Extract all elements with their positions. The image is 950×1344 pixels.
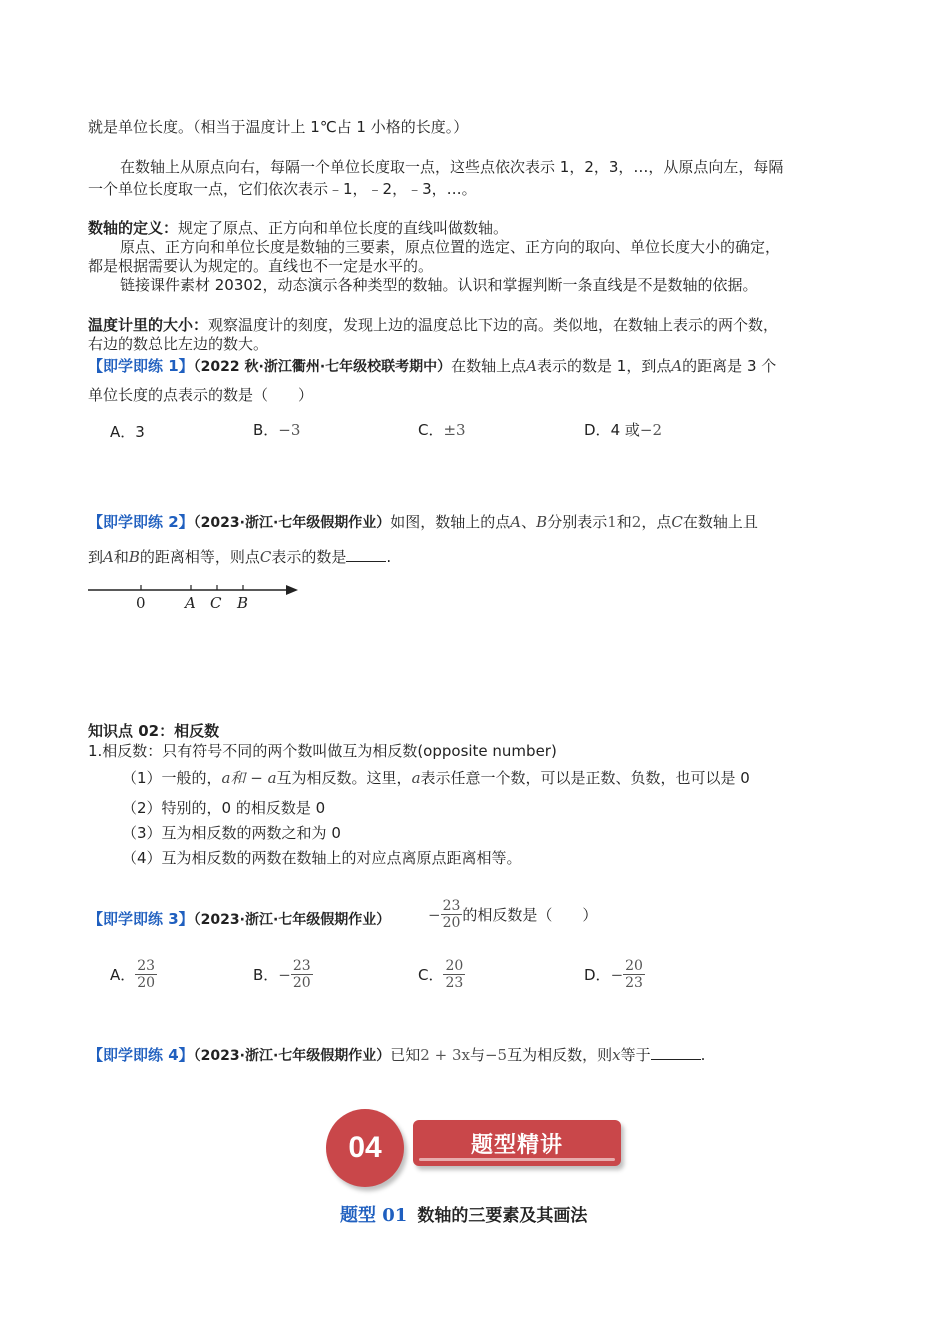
question-2-text: 分别表示 bbox=[547, 513, 608, 531]
question-2-text: 到 bbox=[88, 548, 104, 566]
option-value: −3 bbox=[278, 421, 301, 439]
tick-label-c: C bbox=[210, 594, 222, 612]
item-text: 互为相反数。这里， bbox=[276, 769, 412, 787]
question-2-text: 表示的数是 bbox=[271, 548, 347, 566]
point-c-symbol: C bbox=[259, 548, 272, 566]
question-4-text: 等于 bbox=[620, 1046, 651, 1064]
denominator: 20 bbox=[137, 975, 156, 991]
point-b-symbol: B bbox=[128, 548, 140, 566]
q3-option-d[interactable] bbox=[584, 958, 645, 991]
question-2-text: 的距离相等，则点 bbox=[139, 548, 260, 566]
number-symbol: 2 bbox=[631, 513, 642, 531]
question-2-source: （2023·浙江·七年级假期作业） bbox=[193, 515, 391, 531]
intro-paragraph-a: 在数轴上从原点向右，每隔一个单位长度取一点，这些点依次表示 1，2，3，…，从原点向左，每隔 bbox=[120, 158, 784, 176]
option-value: −2 bbox=[639, 421, 662, 439]
definition-paragraph-a: 原点、正方向和单位长度是数轴的三要素，原点位置的选定、正方向的取向、单位长度大小的确定， bbox=[120, 238, 781, 256]
definition-paragraph-c: 链接课件素材 20302，动态演示各种类型的数轴。认识和掌握判断一条直线是不是数轴的依据。 bbox=[120, 276, 758, 294]
q3-option-c[interactable] bbox=[418, 958, 465, 991]
question-2 bbox=[88, 512, 758, 533]
q3-option-b[interactable] bbox=[253, 958, 313, 991]
tick-label-0: 0 bbox=[136, 594, 146, 612]
fraction bbox=[441, 898, 463, 931]
option-letter: C． bbox=[418, 966, 444, 984]
math-variable: x bbox=[612, 1046, 621, 1064]
numerator: 20 bbox=[445, 958, 464, 974]
question-2-line-2 bbox=[88, 547, 391, 567]
question-4-source: （2023·浙江·七年级假期作业） bbox=[193, 1048, 391, 1064]
denominator: 20 bbox=[442, 915, 461, 931]
denominator: 20 bbox=[292, 975, 311, 991]
option-letter: C． bbox=[418, 421, 444, 439]
question-3-source: （2023·浙江·七年级假期作业） bbox=[193, 912, 391, 928]
question-2-text: 和 bbox=[616, 513, 632, 531]
option-letter: A． bbox=[110, 966, 136, 984]
item-text: 表示任意一个数，可以是正数、负数，也可以是 0 bbox=[420, 769, 750, 787]
numerator: 23 bbox=[442, 898, 461, 914]
definition-text: 规定了原点、正方向和单位长度的直线叫做数轴。 bbox=[178, 219, 509, 237]
option-letter: D． bbox=[584, 421, 611, 439]
section-banner: 题型精讲 bbox=[413, 1120, 621, 1166]
option-letter: D． bbox=[584, 966, 611, 984]
question-1-line-2: 单位长度的点表示的数是（ ） bbox=[88, 386, 314, 404]
question-3-expression bbox=[428, 898, 597, 931]
question-1-source: （2022 秋·浙江衢州·七年级校联考期中） bbox=[193, 359, 452, 375]
question-2-text: 和 bbox=[113, 548, 129, 566]
minus-sign: − bbox=[278, 965, 291, 984]
numerator: 23 bbox=[292, 958, 311, 974]
point-a-symbol: A bbox=[510, 513, 522, 531]
math-expression: 2 + 3x bbox=[420, 1046, 470, 1064]
option-letter: A． bbox=[110, 423, 136, 441]
opposite-item-4: （4）互为相反数的两数在数轴上的对应点离原点距离相等。 bbox=[122, 849, 522, 867]
definition-label: 数轴的定义： bbox=[88, 219, 179, 237]
numerator: 23 bbox=[137, 958, 156, 974]
question-3 bbox=[88, 909, 390, 930]
fraction bbox=[623, 958, 645, 991]
number-symbol: 1 bbox=[607, 513, 617, 531]
option-value: 3 bbox=[135, 423, 145, 441]
q1-option-d[interactable] bbox=[584, 419, 662, 440]
point-a-symbol: A bbox=[103, 548, 114, 566]
question-4 bbox=[88, 1045, 705, 1066]
intro-paragraph-b: 一个单位长度取一点，它们依次表示﹣1，﹣2，﹣3，…。 bbox=[88, 180, 477, 198]
question-4-tag: 【即学即练 4】 bbox=[88, 1046, 194, 1064]
answer-blank[interactable] bbox=[346, 547, 386, 562]
opposite-item-2: （2）特别的，0 的相反数是 0 bbox=[122, 799, 326, 817]
question-2-text: 、 bbox=[521, 513, 537, 531]
question-1-text: 在数轴上点 bbox=[451, 357, 527, 375]
arrow-right-icon bbox=[286, 585, 298, 595]
minus-sign: − bbox=[428, 905, 441, 924]
question-1-text: 表示的数是 1，到点 bbox=[537, 357, 672, 375]
question-2-text: 在数轴上且 bbox=[682, 513, 758, 531]
question-4-text: 互为相反数，则 bbox=[507, 1046, 613, 1064]
q1-option-a[interactable] bbox=[110, 421, 145, 442]
thermometer-rule bbox=[88, 315, 778, 335]
fraction bbox=[443, 958, 465, 991]
q3-option-a[interactable] bbox=[110, 958, 157, 991]
question-1 bbox=[88, 356, 776, 377]
tick-label-b: B bbox=[237, 594, 249, 612]
intro-line: 就是单位长度。（相当于温度计上 1℃占 1 小格的长度。） bbox=[88, 118, 469, 136]
denominator: 23 bbox=[445, 975, 464, 991]
opposite-number-definition: 1.相反数：只有符号不同的两个数叫做互为相反数(opposite number) bbox=[88, 742, 557, 760]
q1-option-b[interactable] bbox=[253, 419, 300, 440]
q1-option-c[interactable] bbox=[418, 419, 466, 440]
question-3-tag: 【即学即练 3】 bbox=[88, 910, 194, 928]
question-2-tag: 【即学即练 2】 bbox=[88, 513, 194, 531]
option-value: 4 或 bbox=[610, 421, 640, 439]
question-2-text: 如图，数轴上的点 bbox=[390, 513, 511, 531]
thermometer-label: 温度计里的大小： bbox=[88, 316, 209, 334]
option-letter: B． bbox=[253, 966, 279, 984]
definition-paragraph-b: 都是根据需要认为规定的。直线也不一定是水平的。 bbox=[88, 257, 434, 275]
point-a-symbol: A bbox=[671, 357, 683, 375]
section-prefix: 题型 01 bbox=[340, 1205, 408, 1226]
math-expression: a和 − a bbox=[221, 769, 277, 787]
section-number-badge: 04 bbox=[326, 1109, 404, 1187]
answer-blank[interactable] bbox=[651, 1045, 701, 1060]
option-value: ±3 bbox=[443, 421, 466, 439]
thermometer-text-b: 右边的数总比左边的数大。 bbox=[88, 335, 269, 353]
point-c-symbol: C bbox=[671, 513, 683, 531]
question-1-text: 的距离是 3 个 bbox=[682, 357, 777, 375]
math-value: −5 bbox=[484, 1046, 508, 1064]
thermometer-text-a: 观察温度计的刻度，发现上边的温度总比下边的高。类似地，在数轴上表示的两个数， bbox=[208, 316, 779, 334]
fraction bbox=[291, 958, 313, 991]
math-variable: a bbox=[411, 769, 421, 787]
axis-definition bbox=[88, 218, 508, 238]
tick-label-a: A bbox=[185, 594, 196, 612]
number-line-figure bbox=[86, 578, 306, 614]
item-text: （1）一般的， bbox=[122, 769, 222, 787]
opposite-item-1 bbox=[122, 768, 750, 788]
question-3-text: 的相反数是（ ） bbox=[462, 906, 598, 924]
section-heading: 数轴的三要素及其画法 bbox=[417, 1206, 588, 1226]
denominator: 23 bbox=[625, 975, 643, 991]
question-4-text: 已知 bbox=[390, 1046, 421, 1064]
option-letter: B． bbox=[253, 421, 279, 439]
fraction bbox=[135, 958, 157, 991]
question-4-text: 与 bbox=[469, 1046, 485, 1064]
minus-sign: − bbox=[610, 965, 624, 984]
numerator: 20 bbox=[625, 958, 643, 974]
knowledge-point-title: 知识点 02：相反数 bbox=[88, 722, 220, 740]
question-4-text: . bbox=[700, 1046, 706, 1064]
section-title bbox=[340, 1201, 587, 1227]
question-1-tag: 【即学即练 1】 bbox=[88, 357, 194, 375]
opposite-item-3: （3）互为相反数的两数之和为 0 bbox=[122, 824, 341, 842]
point-a-symbol: A bbox=[526, 357, 538, 375]
question-2-text: ，点 bbox=[641, 513, 672, 531]
question-2-text: . bbox=[386, 548, 392, 566]
point-b-symbol: B bbox=[536, 513, 548, 531]
